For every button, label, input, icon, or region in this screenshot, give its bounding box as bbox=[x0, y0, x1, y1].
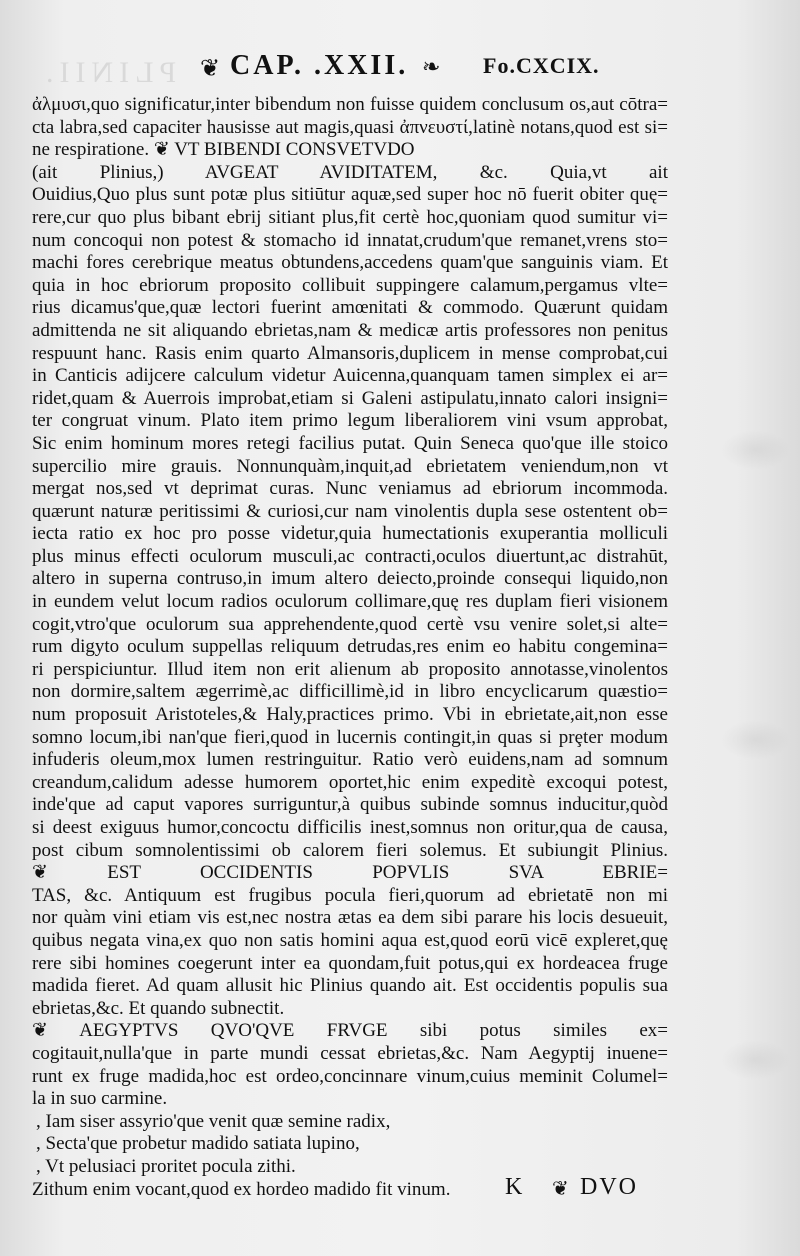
text-line: post cibum somnolentissimi ob calorem fieri solemus. Et subiungit Plinius. bbox=[32, 839, 668, 861]
text-line: ter congruat vinum. Plato item primo legum liberaliorem vini vsum approbat, bbox=[32, 410, 668, 432]
text-line: rum digyto oculum suppellas reliquum detrudas,res enim eo habitu congemina= bbox=[32, 636, 668, 658]
text-line: , Secta'que probetur madido satiata lupino, bbox=[36, 1133, 360, 1155]
text-line: ebrietas,&c. Et quando subnectit. bbox=[32, 997, 285, 1019]
signature-mark: K bbox=[505, 1174, 523, 1200]
text-line: Sic enim hominum mores retegi facilius putat. Quin Seneca quo'que ille stoico bbox=[32, 432, 668, 454]
main-text-block bbox=[32, 94, 668, 1201]
fleuron-icon: ❦ bbox=[552, 1178, 569, 1200]
fleuron-icon: ❧ bbox=[422, 54, 441, 79]
text-line: non dormire,saltem ægerrimè,ac difficillimè,id in libro encyclicarum quæstio= bbox=[32, 681, 668, 703]
text-line: somno locum,ibi nan'que fieri,quod in lucernis contingit,in quas si prȩter modum bbox=[32, 726, 668, 748]
show-through-text: PLINII. bbox=[40, 56, 177, 89]
text-line: cogit,vtro'que oculorum sua apprehendente,quod certè vsu venire solet,si alte= bbox=[32, 613, 668, 635]
text-line: machi fores cerebrique meatus obtundens,accedens quam'que sanguinis viam. Et bbox=[32, 252, 668, 274]
text-line: madida fieret. Ad quam allusit hic Plinius quando ait. Est occidentis populis sua bbox=[32, 975, 668, 997]
text-line: TAS, &c. Antiquum est frugibus pocula fieri,quorum ad ebrietatē non mi bbox=[32, 884, 668, 906]
text-line: admittenda ne sit aliquando ebrietas,nam & medicæ artis professores non penitus bbox=[32, 319, 668, 341]
text-line: creandum,calidum adesse humorem oportet,hic enim expeditè excoqui potest, bbox=[32, 771, 668, 793]
fleuron-icon: ❦ bbox=[200, 56, 221, 82]
catchword: DVO bbox=[580, 1174, 638, 1200]
text-line: quibus negata vina,ex quo non satis homini aqua est,quod eorū vicē expleret,quę bbox=[32, 929, 668, 951]
text-line: rere,cur quo plus bibant ebrij sitiant plus,fit certè hoc,quoniam quod sumitur vi= bbox=[32, 206, 668, 228]
text-line: (ait Plinius,) AVGEAT AVIDITATEM, &c. Quia,vt ait bbox=[32, 161, 668, 183]
text-line: ❦ EST OCCIDENTIS POPVLIS SVA EBRIE= bbox=[32, 862, 668, 884]
text-line: in eundem velut locum radios oculorum collimare,quę res duplam fieri visionem bbox=[32, 591, 668, 613]
text-line: inde'que ad caput vapores surriguntur,à quibus subinde somnus inducitur,quòd bbox=[32, 794, 668, 816]
text-line: ❦ AEGYPTVS QVO'QVE FRVGE sibi potus similes ex= bbox=[32, 1020, 668, 1042]
margin-smudge bbox=[720, 1040, 790, 1080]
text-line: iecta ratio ex hoc pro posse videtur,quia humectationis exuperantia molliculi bbox=[32, 523, 668, 545]
text-line: rius dicamus'que,quæ lectori fuerint amœnitati & commodo. Quærunt quidam bbox=[32, 297, 668, 319]
margin-smudge bbox=[720, 720, 790, 760]
chapter-title: CAP. .XXII. bbox=[230, 50, 409, 81]
text-line: quærunt naturæ peritissimi & curiosi,cur nam vinolentis dupla sese ostentent ob= bbox=[32, 500, 668, 522]
text-line: Zithum enim vocant,quod ex hordeo madido fit vinum. bbox=[32, 1178, 451, 1200]
text-line: infuderis oleum,mox lumen restringuitur. Ratio verò euidens,nam ad somnum bbox=[32, 749, 668, 771]
text-line: in Canticis adijcere calculum videtur Auicenna,quanquam tamen simplex ei ar= bbox=[32, 365, 668, 387]
text-line: ridet,quam & Auerrois improbat,etiam si Galeni astipulatu,innato calori insigni= bbox=[32, 387, 668, 409]
text-line: Ouidius,Quo plus sunt potæ plus sitiūtur aquæ,sed super hoc nō fuerit obiter quę= bbox=[32, 184, 668, 206]
text-line: ἀλμυσι,quo significatur,inter bibendum non fuisse quidem conclusum os,aut cōtra= bbox=[32, 94, 668, 115]
text-line: supercilio mire grauis. Nonnunquàm,inquit,ad ebrietatem veniendum,non vt bbox=[32, 455, 668, 477]
text-line: quia in hoc ebriorum proposito collibuit suppingere calamum,pergamus vlte= bbox=[32, 274, 668, 296]
folio-number: Fo.CXCIX. bbox=[483, 53, 600, 78]
text-line: rere sibi homines coegerunt inter ea quondam,fuit potus,qui ex hordeacea fruge bbox=[32, 952, 668, 974]
text-line: cta labra,sed capaciter hausisse aut magis,quasi ἀπνευστί,latinè notans,quod est si= bbox=[32, 116, 668, 138]
text-line: ne respiratione. ❦ VT BIBENDI CONSVETVDO bbox=[32, 139, 415, 161]
text-line: plus minus effecti oculorum musculi,ac contracti,oculos diuertunt,ac distrahūt, bbox=[32, 545, 668, 567]
page-footer bbox=[0, 1170, 800, 1210]
text-line: num concoqui non potest & stomacho id innatat,crudum'que remanet,vrens sto= bbox=[32, 229, 668, 251]
text-line: , Vt pelusiaci proritet pocula zithi. bbox=[36, 1155, 296, 1177]
text-line: cogitauit,nulla'que in parte mundi cessat ebrietas,&c. Nam Aegyptij inuene= bbox=[32, 1042, 668, 1064]
text-line: respuunt hanc. Rasis enim quarto Almansoris,duplicem in mense comprobat,cui bbox=[32, 342, 668, 364]
text-line: runt ex fruge madida,hoc est ordeo,concinnare vinum,cuius meminit Columel= bbox=[32, 1065, 668, 1087]
text-line: nor quàm vini etiam vis est,nec nostra ætas ea dem sibi parare his locis desueuit, bbox=[32, 907, 668, 929]
text-line: ri perspiciuntur. Illud item non erit alienum ab proposito annotasse,vinolentos bbox=[32, 658, 668, 680]
text-line: altero in superna contruso,in imum altero deiecto,proinde consequi liquido,non bbox=[32, 568, 668, 590]
running-head bbox=[0, 48, 800, 88]
text-line: , Iam siser assyrio'que venit quæ semine radix, bbox=[36, 1110, 391, 1132]
text-line: mergat nos,sed vt deprimat curas. Nunc veniamus ad ebriorum incommoda. bbox=[32, 478, 668, 500]
text-line: si deest exiguus humor,concoctu difficilis inest,somnus non oritur,qua de causa, bbox=[32, 817, 668, 838]
text-line: la in suo carmine. bbox=[32, 1088, 168, 1110]
text-line: num proposuit Aristoteles,& Haly,practices primo. Vbi in ebrietate,ait,non esse bbox=[32, 704, 668, 726]
margin-smudge bbox=[720, 430, 790, 470]
